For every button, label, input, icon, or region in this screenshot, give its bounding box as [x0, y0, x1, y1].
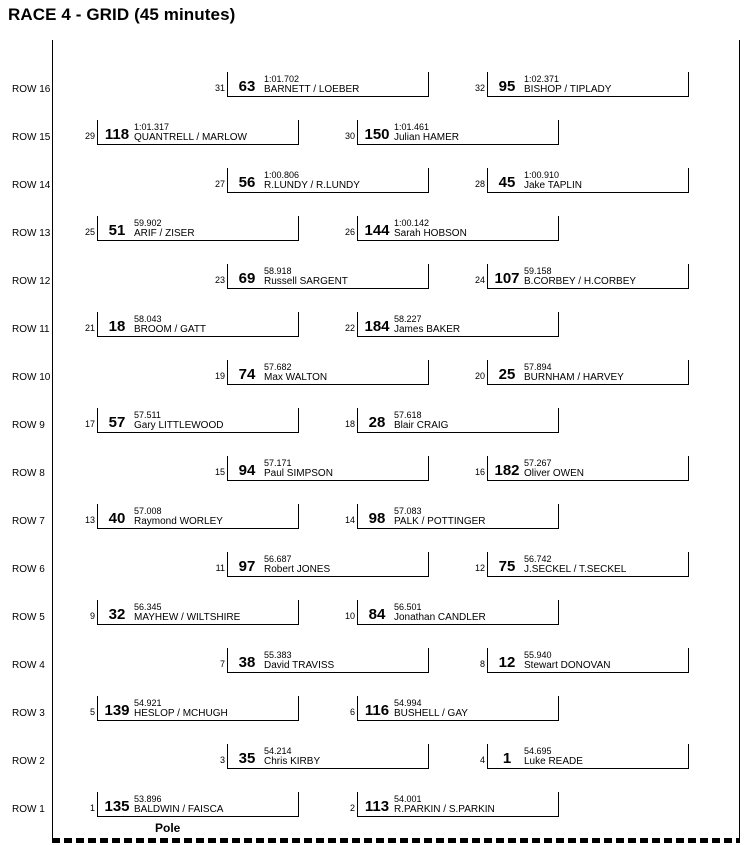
qualifying-time: 58.227: [394, 314, 422, 324]
car-number: 51: [108, 222, 126, 239]
grid-position: 18: [344, 419, 355, 429]
driver-names: J.SECKEL / T.SECKEL: [524, 564, 627, 575]
car-number: 32: [108, 606, 126, 623]
grid-position: 15: [214, 467, 225, 477]
grid-position: 17: [84, 419, 95, 429]
qualifying-time: 57.894: [524, 362, 552, 372]
driver-names: Luke READE: [524, 756, 583, 767]
grid-slot: [214, 264, 429, 289]
grid-slot: [214, 168, 429, 193]
car-number: 139: [104, 702, 130, 719]
qualifying-time: 56.345: [134, 602, 162, 612]
grid-position: 12: [474, 563, 485, 573]
row-label: ROW 7: [12, 516, 45, 527]
driver-names: Stewart DONOVAN: [524, 660, 611, 671]
grid-position: 27: [214, 179, 225, 189]
driver-names: BUSHELL / GAY: [394, 708, 468, 719]
grid-position: 5: [89, 707, 95, 717]
qualifying-time: 58.043: [134, 314, 162, 324]
grid-slot: [344, 312, 559, 337]
grid-slot: [84, 408, 299, 433]
qualifying-time: 53.896: [134, 794, 162, 804]
grid-position: 31: [214, 83, 225, 93]
grid-position: 9: [89, 611, 95, 621]
grid-position: 25: [84, 227, 95, 237]
grid-slot: [84, 216, 299, 241]
qualifying-time: 55.383: [264, 650, 292, 660]
car-number: 95: [498, 78, 516, 95]
grid-slot: [344, 408, 559, 433]
car-number: 12: [498, 654, 516, 671]
grid-position: 23: [214, 275, 225, 285]
car-number: 56: [238, 174, 256, 191]
driver-names: Russell SARGENT: [264, 276, 348, 287]
driver-names: Robert JONES: [264, 564, 331, 575]
qualifying-time: 57.267: [524, 458, 552, 468]
row-label: ROW 6: [12, 564, 45, 575]
car-number: 74: [238, 366, 256, 383]
grid-position: 3: [219, 755, 225, 765]
page-title: RACE 4 - GRID (45 minutes): [8, 5, 236, 24]
driver-names: Jake TAPLIN: [524, 180, 582, 191]
qualifying-time: 57.008: [134, 506, 162, 516]
grid-position: 2: [349, 803, 355, 813]
driver-names: Jonathan CANDLER: [394, 612, 486, 623]
driver-names: BARNETT / LOEBER: [264, 84, 360, 95]
grid-position: 24: [474, 275, 485, 285]
grid-slot: [219, 648, 429, 673]
grid-slot: [89, 792, 299, 817]
car-number: 150: [364, 126, 390, 143]
grid-slot: [474, 72, 689, 97]
grid-slot: [84, 504, 299, 529]
grid-position: 29: [84, 131, 95, 141]
car-number: 38: [238, 654, 256, 671]
qualifying-time: 59.158: [524, 266, 552, 276]
driver-names: ARIF / ZISER: [134, 228, 195, 239]
row-label: ROW 16: [12, 84, 51, 95]
grid-slot: [474, 456, 689, 481]
driver-names: MAYHEW / WILTSHIRE: [134, 612, 241, 623]
row-label: ROW 4: [12, 660, 45, 671]
grid-position: 7: [219, 659, 225, 669]
driver-names: Chris KIRBY: [264, 756, 321, 767]
grid-slot: [214, 456, 429, 481]
driver-names: QUANTRELL / MARLOW: [134, 132, 247, 143]
grid-slot: [344, 600, 559, 625]
grid-slot: [479, 648, 689, 673]
car-number: 35: [238, 750, 256, 767]
grid-position: 13: [84, 515, 95, 525]
car-number: 98: [368, 510, 386, 527]
car-number: 18: [108, 318, 126, 335]
grid-slot: [479, 744, 689, 769]
car-number: 118: [104, 126, 130, 143]
qualifying-time: 1:00.806: [264, 170, 300, 180]
driver-names: Julian HAMER: [394, 132, 460, 143]
driver-names: PALK / POTTINGER: [394, 516, 486, 527]
qualifying-time: 1:00.910: [524, 170, 560, 180]
grid-slot: [474, 360, 689, 385]
qualifying-time: 58.918: [264, 266, 292, 276]
car-number: 75: [498, 558, 516, 575]
car-number: 107: [494, 270, 520, 287]
qualifying-time: 56.501: [394, 602, 422, 612]
driver-names: Blair CRAIG: [394, 420, 449, 431]
pole-label: Pole: [155, 821, 181, 835]
qualifying-time: 57.171: [264, 458, 292, 468]
row-label: ROW 10: [12, 372, 51, 383]
grid-slot: [474, 168, 689, 193]
grid-position: 11: [215, 563, 225, 573]
row-label: ROW 11: [12, 324, 50, 335]
car-number: 57: [108, 414, 126, 431]
qualifying-time: 1:01.702: [264, 74, 300, 84]
row-label: ROW 5: [12, 612, 45, 623]
car-number: 69: [238, 270, 256, 287]
row-label: ROW 14: [12, 180, 51, 191]
start-line: [52, 838, 740, 843]
qualifying-time: 59.902: [134, 218, 162, 228]
grid-position: 14: [344, 515, 355, 525]
car-number: 184: [364, 318, 390, 335]
row-label: ROW 12: [12, 276, 51, 287]
driver-names: B.CORBEY / H.CORBEY: [524, 276, 637, 287]
driver-names: Max WALTON: [264, 372, 328, 383]
car-number: 144: [364, 222, 390, 239]
qualifying-time: 55.940: [524, 650, 552, 660]
row-label: ROW 9: [12, 420, 45, 431]
qualifying-time: 1:01.461: [394, 122, 430, 132]
grid-slot: [89, 696, 299, 721]
grid-position: 32: [474, 83, 485, 93]
qualifying-time: 56.687: [264, 554, 292, 564]
grid-position: 6: [349, 707, 355, 717]
qualifying-time: 1:00.142: [394, 218, 430, 228]
grid-slot: [89, 600, 299, 625]
grid-position: 22: [344, 323, 355, 333]
driver-names: BROOM / GATT: [134, 324, 207, 335]
grid-slot: [214, 72, 429, 97]
car-number: 113: [364, 798, 390, 815]
car-number: 63: [238, 78, 256, 95]
grid-position: 30: [344, 131, 355, 141]
qualifying-time: 54.921: [134, 698, 162, 708]
grid-slot: [219, 744, 429, 769]
grid-slot: [84, 120, 299, 145]
driver-names: James BAKER: [394, 324, 461, 335]
driver-names: Oliver OWEN: [524, 468, 584, 479]
row-label: ROW 15: [12, 132, 51, 143]
driver-names: Raymond WORLEY: [134, 516, 223, 527]
grid-position: 19: [214, 371, 225, 381]
qualifying-time: 54.994: [394, 698, 422, 708]
grid-position: 28: [474, 179, 485, 189]
qualifying-time: 57.511: [134, 410, 161, 420]
car-number: 25: [498, 366, 516, 383]
grid-position: 1: [89, 803, 95, 813]
grid-slot: [474, 264, 689, 289]
car-number: 40: [108, 510, 126, 527]
grid-position: 21: [84, 323, 95, 333]
car-number: 84: [368, 606, 386, 623]
driver-names: R.LUNDY / R.LUNDY: [264, 180, 360, 191]
grid-position: 20: [474, 371, 485, 381]
grid-position: 4: [479, 755, 485, 765]
grid-slot: [344, 120, 559, 145]
qualifying-time: 56.742: [524, 554, 552, 564]
grid-position: 26: [344, 227, 355, 237]
grid-position: 8: [479, 659, 485, 669]
car-number: 1: [502, 750, 512, 767]
car-number: 45: [498, 174, 516, 191]
grid-slot: [344, 216, 559, 241]
grid-slot: [344, 504, 559, 529]
car-number: 97: [238, 558, 256, 575]
car-number: 116: [364, 702, 390, 719]
driver-names: R.PARKIN / S.PARKIN: [394, 804, 495, 815]
row-label: ROW 8: [12, 468, 45, 479]
car-number: 135: [104, 798, 130, 815]
grid-position: 16: [474, 467, 485, 477]
qualifying-time: 1:01.317: [134, 122, 170, 132]
driver-names: BURNHAM / HARVEY: [524, 372, 624, 383]
qualifying-time: 57.682: [264, 362, 292, 372]
qualifying-time: 1:02.371: [524, 74, 560, 84]
car-number: 182: [494, 462, 520, 479]
driver-names: BALDWIN / FAISCA: [134, 804, 224, 815]
row-label: ROW 1: [12, 804, 45, 815]
car-number: 28: [368, 414, 386, 431]
grid-slot: [349, 792, 559, 817]
driver-names: BISHOP / TIPLADY: [524, 84, 612, 95]
driver-names: Gary LITTLEWOOD: [134, 420, 224, 431]
grid-position: 10: [344, 611, 355, 621]
row-label: ROW 2: [12, 756, 45, 767]
driver-names: David TRAVISS: [264, 660, 335, 671]
qualifying-time: 57.083: [394, 506, 422, 516]
qualifying-time: 54.214: [264, 746, 292, 756]
grid-slot: [84, 312, 299, 337]
driver-names: Paul SIMPSON: [264, 468, 333, 479]
qualifying-time: 57.618: [394, 410, 422, 420]
grid-slot: [214, 360, 429, 385]
row-label: ROW 3: [12, 708, 45, 719]
row-label: ROW 13: [12, 228, 51, 239]
grid-slot: [215, 552, 429, 577]
grid-slot: [474, 552, 689, 577]
driver-names: Sarah HOBSON: [394, 228, 467, 239]
car-number: 94: [238, 462, 256, 479]
qualifying-time: 54.001: [394, 794, 422, 804]
driver-names: HESLOP / MCHUGH: [134, 708, 228, 719]
qualifying-time: 54.695: [524, 746, 552, 756]
grid-slot: [349, 696, 559, 721]
